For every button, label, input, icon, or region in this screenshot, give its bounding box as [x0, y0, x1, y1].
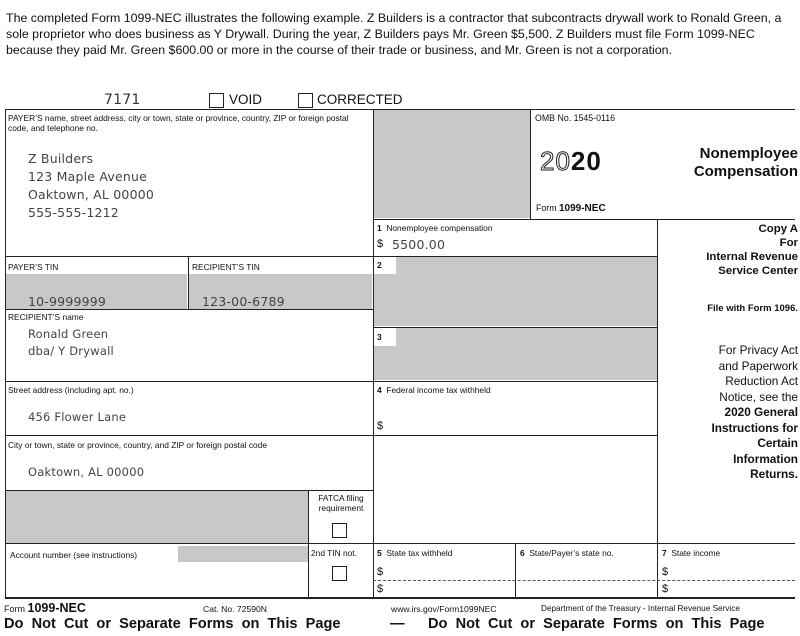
- fatca-label: FATCA filing requirement: [318, 493, 364, 513]
- box7-dollar-1: $: [662, 566, 669, 578]
- corrected-label: CORRECTED: [317, 92, 403, 107]
- privacy-line2: and Paperwork: [718, 358, 798, 373]
- box7-dollar-2: $: [662, 583, 669, 595]
- divider-row-tin: [5, 256, 657, 257]
- shaded-account: [178, 546, 308, 562]
- form-word: Form: [536, 203, 557, 213]
- shaded-box2-top: [396, 257, 657, 274]
- box5-dollar-1: $: [377, 566, 384, 578]
- tax-year: [540, 146, 602, 177]
- box5-num: 5: [377, 548, 382, 558]
- box1-label: [377, 223, 492, 233]
- recipient-city[interactable]: Oaktown, AL 00000: [28, 465, 145, 479]
- footer-form-word: Form: [4, 604, 25, 614]
- box4-label: [377, 385, 491, 395]
- footer-cat: Cat. No. 72590N: [203, 604, 268, 614]
- form-name-top: 1099-NEC: [558, 203, 606, 214]
- box1-text: Nonemployee compensation: [386, 223, 493, 233]
- fatca-checkbox[interactable]: [332, 523, 347, 538]
- recipient-street-label: Street address (including apt. no.): [8, 385, 134, 395]
- privacy-line8: Information: [733, 451, 798, 466]
- box4-num: 4: [377, 385, 382, 395]
- copy-irs2: Service Center: [718, 265, 798, 277]
- copy-title: Copy A: [758, 223, 798, 235]
- void-checkbox[interactable]: [209, 93, 224, 108]
- box1-dollar: $: [377, 238, 384, 250]
- form-left-border: [5, 109, 6, 598]
- copy-a-block: [660, 222, 798, 278]
- box1-value[interactable]: 5500.00: [392, 237, 446, 252]
- box3-num: 3: [377, 332, 382, 342]
- divider-row-fatca: [5, 490, 373, 491]
- form-title: [640, 145, 798, 181]
- tax-year-prefix: 20: [540, 146, 571, 176]
- box6-num: 6: [520, 548, 525, 558]
- divider-row-name: [5, 309, 373, 310]
- recipient-name[interactable]: Ronald Green: [28, 327, 109, 341]
- privacy-line4: Notice, see the: [719, 389, 798, 404]
- divider-tin: [188, 257, 189, 309]
- recipient-dba[interactable]: dba/ Y Drywall: [28, 344, 114, 358]
- void-label: VOID: [229, 92, 263, 107]
- divider-state-dashed: [373, 580, 795, 581]
- footer-dept: Department of the Treasury - Internal Revenue Service: [541, 604, 740, 613]
- box1-num: 1: [377, 223, 382, 233]
- shaded-lower-left: [5, 490, 308, 543]
- intro-paragraph: The completed Form 1099-NEC illustrates the following example. Z Builders is a contractor that subcontracts drywall work to Ronald Green, a sole proprietor who does business as Y Drywall. During the year, Z Builders pays Mr. Green $5,500. Z Builders must file Form 1099-NEC because they paid Mr. Green $600.00 or more in the course of their trade or business, and Mr. Green is not a corporation.: [6, 11, 782, 57]
- do-not-cut-left: Do Not Cut or Separate Forms on This Page: [4, 616, 341, 632]
- payer-tin-label: PAYER’S TIN: [8, 262, 59, 272]
- second-tin-checkbox[interactable]: [332, 566, 347, 581]
- box5-dollar-2: $: [377, 583, 384, 595]
- box7-label: [662, 548, 720, 558]
- recipient-street[interactable]: 456 Flower Lane: [28, 410, 127, 424]
- box4-text: Federal income tax withheld: [386, 385, 491, 395]
- do-not-cut-right: Do Not Cut or Separate Forms on This Page: [428, 616, 765, 632]
- corrected-checkbox[interactable]: [298, 93, 313, 108]
- privacy-block: [660, 343, 798, 483]
- divider-box1-top: [373, 219, 795, 220]
- footer-dash: —: [390, 616, 405, 632]
- divider-row-city: [5, 435, 657, 436]
- privacy-line3: Reduction Act: [725, 374, 798, 388]
- divider-box5-6: [515, 543, 516, 598]
- box5-text: State tax withheld: [386, 548, 453, 558]
- copy-irs1: Internal Revenue: [706, 251, 798, 263]
- form-label-top: [536, 203, 606, 214]
- privacy-line9: Returns.: [750, 467, 798, 481]
- divider-omb: [530, 109, 531, 219]
- payer-tin[interactable]: 10-9999999: [28, 294, 107, 309]
- box7-text: State income: [671, 548, 721, 558]
- payer-phone: 555-555-1212: [28, 205, 119, 220]
- divider-row-account: [5, 543, 795, 544]
- payer-street: 123 Maple Avenue: [28, 169, 147, 184]
- privacy-line6: Instructions for: [711, 420, 798, 435]
- form-title-line2: Compensation: [693, 163, 798, 180]
- shaded-box3-top: [396, 328, 657, 346]
- divider-fatca: [308, 490, 309, 598]
- recipient-tin[interactable]: 123-00-6789: [202, 294, 285, 309]
- divider-box3-top: [373, 327, 657, 328]
- tax-year-suffix: 20: [570, 146, 602, 176]
- privacy-line5: 2020 General: [724, 405, 798, 419]
- account-label: Account number (see instructions): [10, 550, 138, 560]
- privacy-line1: For Privacy Act: [718, 343, 798, 357]
- box6-text: State/Payer’s state no.: [529, 548, 614, 558]
- recipient-tin-label: RECIPIENT’S TIN: [192, 262, 260, 272]
- shaded-box3: [374, 346, 657, 380]
- shaded-area-top: [374, 110, 530, 218]
- footer-form: [4, 601, 86, 615]
- footer-form-name: 1099-NEC: [27, 601, 86, 615]
- divider-main: [373, 109, 374, 598]
- recipient-name-label: RECIPIENT’S name: [8, 312, 84, 322]
- box5-label: [377, 548, 452, 558]
- recipient-city-label: City or town, state or province, country, and ZIP or foreign postal code: [8, 440, 267, 450]
- file-with: File with Form 1096.: [707, 303, 798, 314]
- divider-copy: [657, 219, 658, 598]
- box7-num: 7: [662, 548, 667, 558]
- copy-for: For: [779, 237, 798, 249]
- divider-row-street: [5, 381, 657, 382]
- form-bottom-border: [5, 597, 795, 599]
- form-title-line1: Nonemployee: [699, 145, 798, 162]
- payer-name: Z Builders: [28, 151, 94, 166]
- second-tin-label: 2nd TIN not.: [311, 548, 357, 558]
- form-top-border: [5, 109, 795, 110]
- footer-url: www.irs.gov/Form1099NEC: [391, 604, 497, 614]
- form-code: 7171: [104, 92, 141, 108]
- payer-city: Oaktown, AL 00000: [28, 187, 155, 202]
- omb-number: OMB No. 1545-0116: [535, 113, 616, 123]
- shaded-box2: [374, 274, 657, 326]
- box4-dollar: $: [377, 420, 384, 432]
- box2-num: 2: [377, 260, 382, 270]
- privacy-line7: Certain: [757, 436, 798, 450]
- payer-label: PAYER’S name, street address, city or town, state or province, country, ZIP or foreign postal code, and telephone no.: [8, 113, 349, 133]
- box6-label: [520, 548, 614, 558]
